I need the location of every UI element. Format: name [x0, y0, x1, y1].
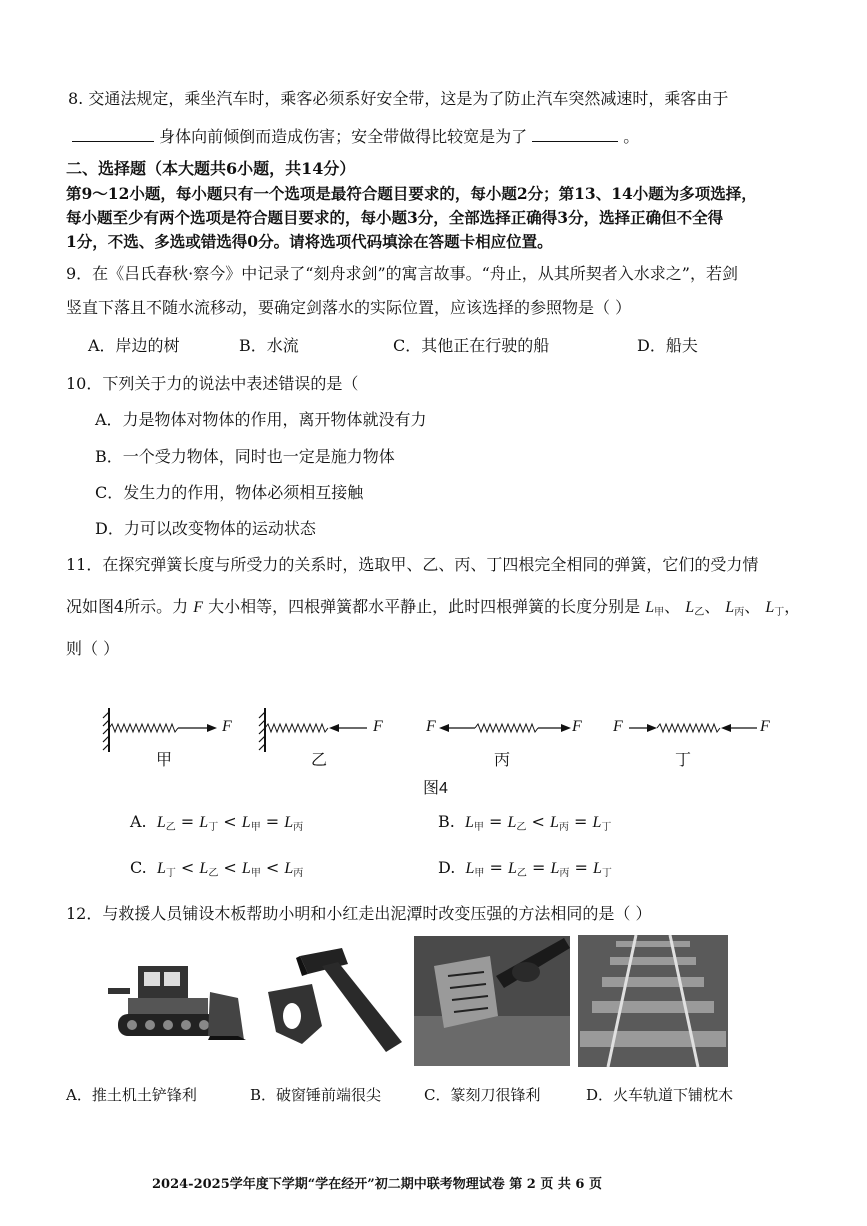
force-label-jia: F: [222, 718, 232, 735]
force-label-yi: F: [373, 718, 383, 735]
spring-yi: [259, 708, 367, 752]
q8-blank-2[interactable]: [532, 127, 618, 142]
q11-line1: 11．在探究弹簧长度与所受力的关系时，选取甲、乙、丙、丁四根完全相同的弹簧，它们的受力情: [66, 555, 759, 574]
q11-line2-mid: 大小相等，四根弹簧都水平静止，此时四根弹簧的长度分别是: [208, 597, 641, 616]
page-footer: 2024-2025学年度下学期“学在经开”初二期中联考物理试卷 第 2 页 共 6 页: [152, 1177, 602, 1192]
q11-sep-1: 、: [664, 597, 681, 616]
railway-sleepers-image: [578, 935, 728, 1067]
q11-line3: 则（ ）: [66, 639, 120, 658]
section-instruction-2: 每小题至少有两个选项是符合题目要求的，每小题3分，全部选择正确得3分，选择正确但不全得: [66, 208, 724, 227]
q11-line2: [66, 594, 800, 618]
q12-stem: 12．与救援人员铺设木板帮助小明和小红走出泥潭时改变压强的方法相同的是（ ）: [66, 904, 652, 923]
q12-option-c[interactable]: C．篆刻刀很锋利: [424, 1086, 541, 1104]
q12-option-b[interactable]: B．破窗锤前端很尖: [250, 1086, 382, 1104]
q11-option-d[interactable]: D. $L_甲 = L_乙 = L_丙 = L_丁$: [438, 858, 612, 879]
q11-option-a[interactable]: A. $L_乙 = L_丁 < L_甲 = L_丙$: [130, 812, 304, 833]
q8-blank-1[interactable]: [72, 127, 154, 142]
q11-force-symbol: F: [193, 599, 204, 616]
figure-caption: 图4: [423, 780, 448, 797]
figure-label-jia: 甲: [156, 750, 173, 769]
q11-line2-pre: 况如图4所示。力: [66, 597, 189, 616]
q10-option-d[interactable]: D．力可以改变物体的运动状态: [95, 519, 316, 538]
q11-option-c[interactable]: C. $L_丁 < L_乙 < L_甲 < L_丙$: [130, 858, 304, 879]
q11-sep-3: 、: [744, 597, 761, 616]
q10-stem: 10．下列关于力的说法中表述错误的是（: [66, 374, 359, 393]
q8-line2: [72, 124, 639, 147]
section-title: 二、选择题（本大题共6小题，共14分）: [66, 159, 356, 178]
q10-option-a[interactable]: A．力是物体对物体的作用，离开物体就没有力: [95, 410, 427, 429]
force-label-ding-left: F: [613, 718, 623, 735]
q11-l-bing: $L_丙$: [725, 599, 745, 618]
q9-line2: 竖直下落且不随水流移动，要确定剑落水的实际位置，应该选择的参照物是（ ）: [66, 298, 632, 317]
section-instruction-1: 第9～12小题，每小题只有一个选项是最符合题目要求的，每小题2分；第13、14小题为多项选择，: [66, 184, 757, 203]
section-instruction-3: 1分，不选、多选或错选得0分。请将选项代码填涂在答题卡相应位置。: [66, 232, 553, 251]
q12-option-d[interactable]: D．火车轨道下铺枕木: [586, 1086, 734, 1104]
spring-bing: [439, 724, 571, 732]
q11-sep-2: 、: [704, 597, 721, 616]
q8-line2-end: 。: [623, 127, 640, 146]
figure-label-ding: 丁: [675, 750, 692, 769]
spring-jia: [103, 708, 217, 752]
q9-option-d[interactable]: D．船夫: [637, 336, 698, 355]
q11-l-ding: $L_丁$: [765, 599, 785, 618]
figure-label-yi: 乙: [311, 750, 328, 769]
q11-l-yi: $L_乙$: [685, 599, 705, 618]
q9-option-c[interactable]: C．其他正在行驶的船: [393, 336, 550, 355]
figure-label-bing: 丙: [494, 750, 511, 769]
q10-option-c[interactable]: C．发生力的作用，物体必须相互接触: [95, 483, 364, 502]
q10-option-b[interactable]: B．一个受力物体，同时也一定是施力物体: [95, 447, 395, 466]
q9-option-b[interactable]: B．水流: [239, 336, 299, 355]
carving-knife-image: [414, 936, 570, 1066]
q11-l-jia: $L_甲$: [645, 599, 665, 618]
q8-line2-text: 身体向前倾倒而造成伤害；安全带做得比较宽是为了: [159, 127, 528, 146]
q11-option-b[interactable]: B. $L_甲 = L_乙 < L_丙 = L_丁$: [438, 812, 612, 833]
bulldozer-image: [98, 948, 248, 1058]
q11-end-comma: ，: [784, 597, 801, 616]
force-label-ding-right: F: [760, 718, 770, 735]
q9-line1: 9．在《吕氏春秋·察今》中记录了“刻舟求剑”的寓言故事。“舟止，从其所契者入水求之”，若剑: [66, 264, 738, 283]
safety-hammer-image: [262, 944, 408, 1058]
q12-option-a[interactable]: A．推土机土铲锋利: [66, 1086, 197, 1104]
force-label-bing-left: F: [426, 718, 436, 735]
spring-ding: [629, 724, 757, 732]
q9-option-a[interactable]: A．岸边的树: [88, 336, 180, 355]
force-label-bing-right: F: [572, 718, 582, 735]
q8-line1: 8. 交通法规定，乘坐汽车时，乘客必须系好安全带，这是为了防止汽车突然减速时，乘客由于: [68, 89, 729, 108]
